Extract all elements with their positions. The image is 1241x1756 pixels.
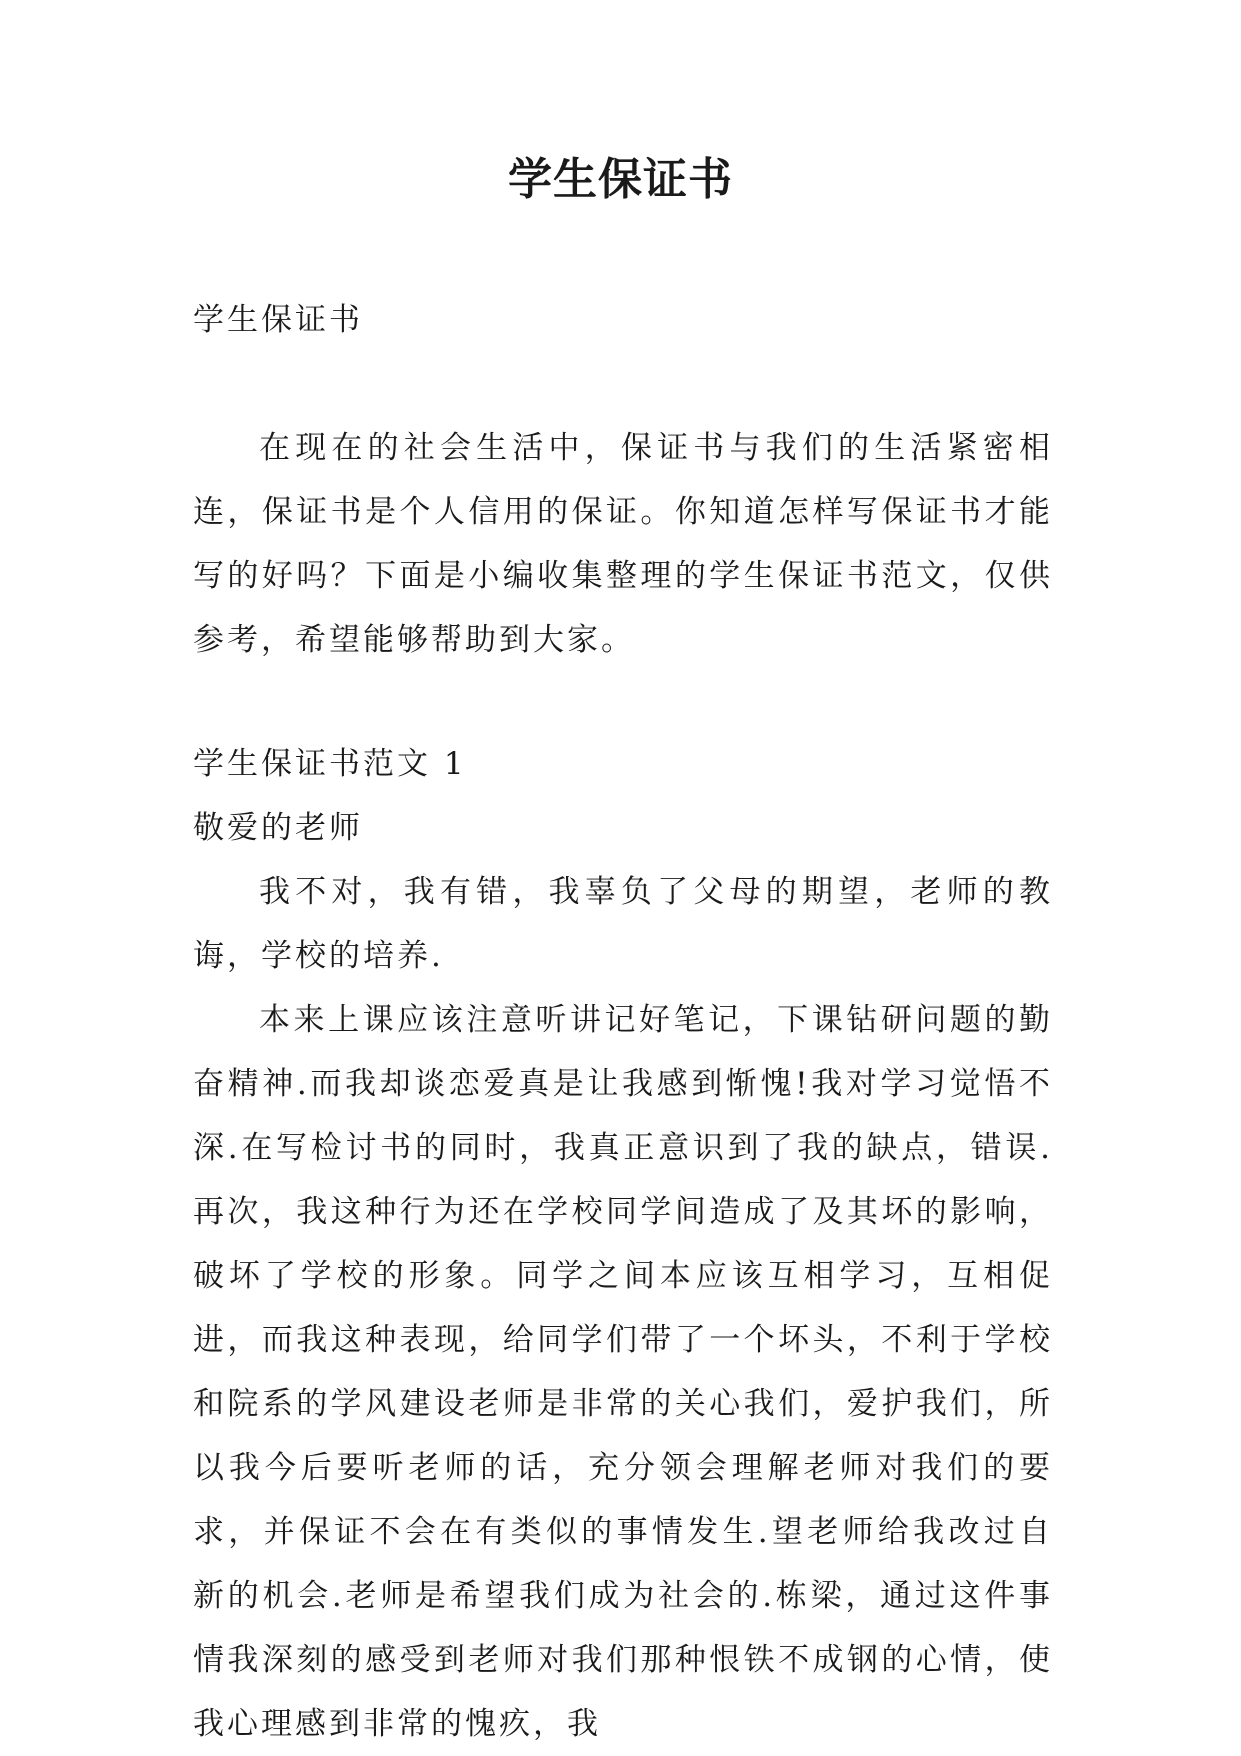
document-body <box>193 288 1053 1756</box>
intro-paragraph: 在现在的社会生活中，保证书与我们的生活紧密相连，保证书是个人信用的保证。你知道怎样写保证书才能写的好吗？下面是小编收集整理的学生保证书范文，仅供参考，希望能够帮助到大家。 <box>193 430 1053 658</box>
sample-heading: 学生保证书范文 1 <box>193 746 467 782</box>
body-paragraph-1: 我不对，我有错，我辜负了父母的期望，老师的教诲，学校的培养. <box>193 874 1053 974</box>
salutation: 敬爱的老师 <box>193 810 363 846</box>
document-title: 学生保证书 <box>508 154 733 205</box>
body-paragraph-2: 本来上课应该注意听讲记好笔记，下课钻研问题的勤奋精神.而我却谈恋爱真是让我感到惭愧!我对学习觉悟不深.在写检讨书的同时，我真正意识到了我的缺点，错误.再次，我这种行为还在学校同学间造成了及其坏的影响，破坏了学校的形象。同学之间本应该互相学习，互相促进，而我这种表现，给同学们带了一个坏头，不利于学校和院系的学风建设老师是非常的关心我们，爱护我们，所以我今后要听老师的话，充分领会理解老师对我们的要求，并保证不会在有类似的事情发生.望老师给我改过自新的机会.老师是希望我们成为社会的.栋梁，通过这件事情我深刻的感受到老师对我们那种恨铁不成钢的心情，使我心理感到非常的愧疚，我 <box>193 1002 1053 1742</box>
document-subtitle: 学生保证书 <box>193 302 363 338</box>
